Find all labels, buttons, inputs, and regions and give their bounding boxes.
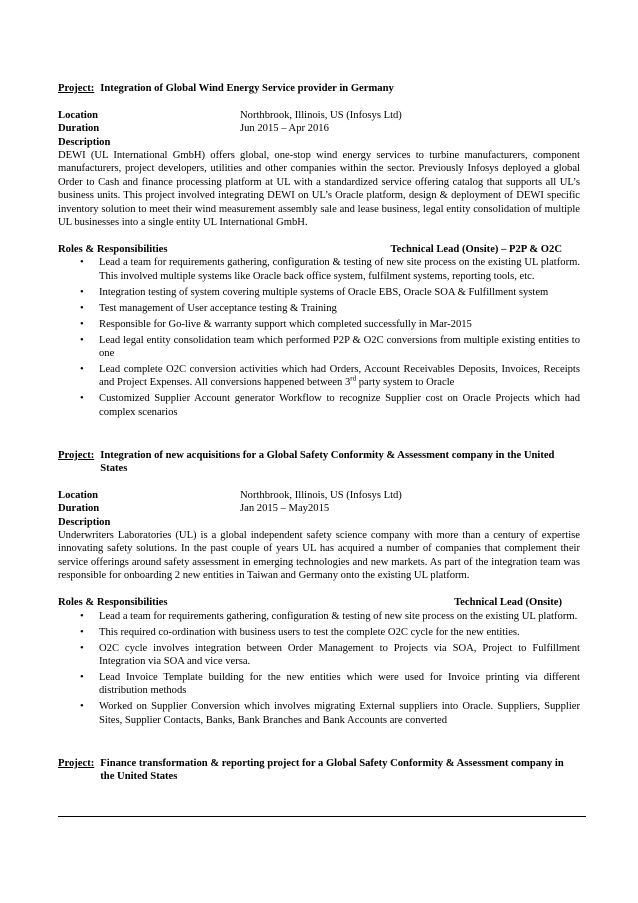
responsibilities-list <box>58 256 580 419</box>
duration-row <box>58 122 580 135</box>
project-label: Project: <box>58 83 95 94</box>
description-text: Underwriters Laboratories (UL) is a global independent safety science company with more than a century of expertise innovating safety solutions. In the past couple of years UL has acquired a number of companies that complement their service offerings around safety assessment in emerging technologies and new markets. As part of the integration team was responsible for onboarding 2 new entities in Taiwan and Germany onto the existing UL platform. <box>58 530 580 582</box>
description-label: Description <box>58 516 111 528</box>
list-item: • This required co-ordination with business users to test the complete O2C cycle for the new entities. <box>99 626 580 639</box>
roles-label: Roles & Responsibilities <box>58 243 168 255</box>
project-label: Project: <box>58 449 95 461</box>
list-item: • Lead a team for requirements gathering, configuration & testing of new site process on the existing UL platform. <box>99 610 580 623</box>
project-heading <box>58 757 580 784</box>
project-title: Integration of new acquisitions for a Global Safety Conformity & Assessment company in the United States <box>100 449 555 475</box>
roles-heading <box>58 596 580 609</box>
duration-label: Duration <box>58 503 100 515</box>
location-label: Location <box>58 489 99 501</box>
description-text: DEWI (UL International GmbH) offers global, one-stop wind energy services to turbine manufacturers, component manufacturers, project developers, utilities and other companies within the sector. Previously Infosys deployed a global Order to Cash and finance processing platform at UL with a standardized service offering catalog that supports all UL’s business units. This project involved integrating DEWI on UL’s Oracle platform, design & deployment of DEWI specific inventory solution to meet their wind measurement assembly sale and lease business, legal entity consolidation of multiple UL businesses into a single entity UL International GmbH. <box>58 150 580 229</box>
list-item-tail: party system to Oracle <box>356 377 455 389</box>
duration-row <box>58 502 580 515</box>
duration-value: Jun 2015 – Apr 2016 <box>240 123 329 135</box>
list-item-text: Lead complete O2C conversion activities which had Orders, Account Receivables Deposits, Invoices, Receipts and Project Expenses. All conversions happened between 3 <box>99 364 580 389</box>
role-title: Technical Lead (Onsite) – P2P & O2C <box>390 243 562 255</box>
roles-label: Roles & Responsibilities <box>58 597 168 609</box>
list-item: • Lead a team for requirements gathering, configuration & testing of new site process on the existing UL platform. This involved multiple systems like Oracle back office system, fulfilment systems, reporting tools, etc. <box>99 256 580 283</box>
project-title: Integration of Global Wind Energy Service provider in Germany <box>100 83 394 94</box>
roles-heading <box>58 243 580 256</box>
role-title: Technical Lead (Onsite) <box>454 597 562 609</box>
duration-value: Jan 2015 – May2015 <box>240 503 330 515</box>
list-item: • Test management of User acceptance testing & Training <box>99 302 580 315</box>
location-row <box>58 489 580 502</box>
list-item: • Integration testing of system covering multiple systems of Oracle EBS, Oracle SOA & Fulfillment system <box>99 286 580 299</box>
project-heading <box>58 82 580 95</box>
list-item: • Worked on Supplier Conversion which involves migrating External suppliers into Oracle. Suppliers, Supplier Sites, Supplier Contacts, Banks, Bank Branches and Bank Accounts are converted <box>99 700 580 727</box>
list-item: • Lead legal entity consolidation team which performed P2P & O2C conversions from multiple existing entities to one <box>99 334 580 361</box>
list-item <box>99 363 580 390</box>
list-item: • O2C cycle involves integration between Order Management to Projects via SOA, Project to Fulfillment Integration via SOA and vice versa. <box>99 642 580 669</box>
duration-label: Duration <box>58 123 100 135</box>
list-item: • Customized Supplier Account generator Workflow to recognize Supplier cost on Oracle Projects which had complex scenarios <box>99 392 580 419</box>
location-value: Northbrook, Illinois, US (Infosys Ltd) <box>240 489 402 501</box>
location-label: Location <box>58 109 99 121</box>
description-label: Description <box>58 136 111 148</box>
superscript: rd <box>350 374 357 383</box>
location-value: Northbrook, Illinois, US (Infosys Ltd) <box>240 109 402 121</box>
project-title: Finance transformation & reporting project for a Global Safety Conformity & Assessment company in the United States <box>100 757 564 782</box>
responsibilities-list <box>58 610 580 728</box>
project-heading <box>58 449 580 476</box>
section-divider <box>58 816 586 817</box>
list-item: • Lead Invoice Template building for the new entities which were used for Invoice printing via different distribution methods <box>99 671 580 698</box>
location-row <box>58 109 580 122</box>
project-label: Project: <box>58 757 95 769</box>
document-body <box>58 82 580 783</box>
list-item: • Responsible for Go-live & warranty support which completed successfully in Mar-2015 <box>99 318 580 331</box>
